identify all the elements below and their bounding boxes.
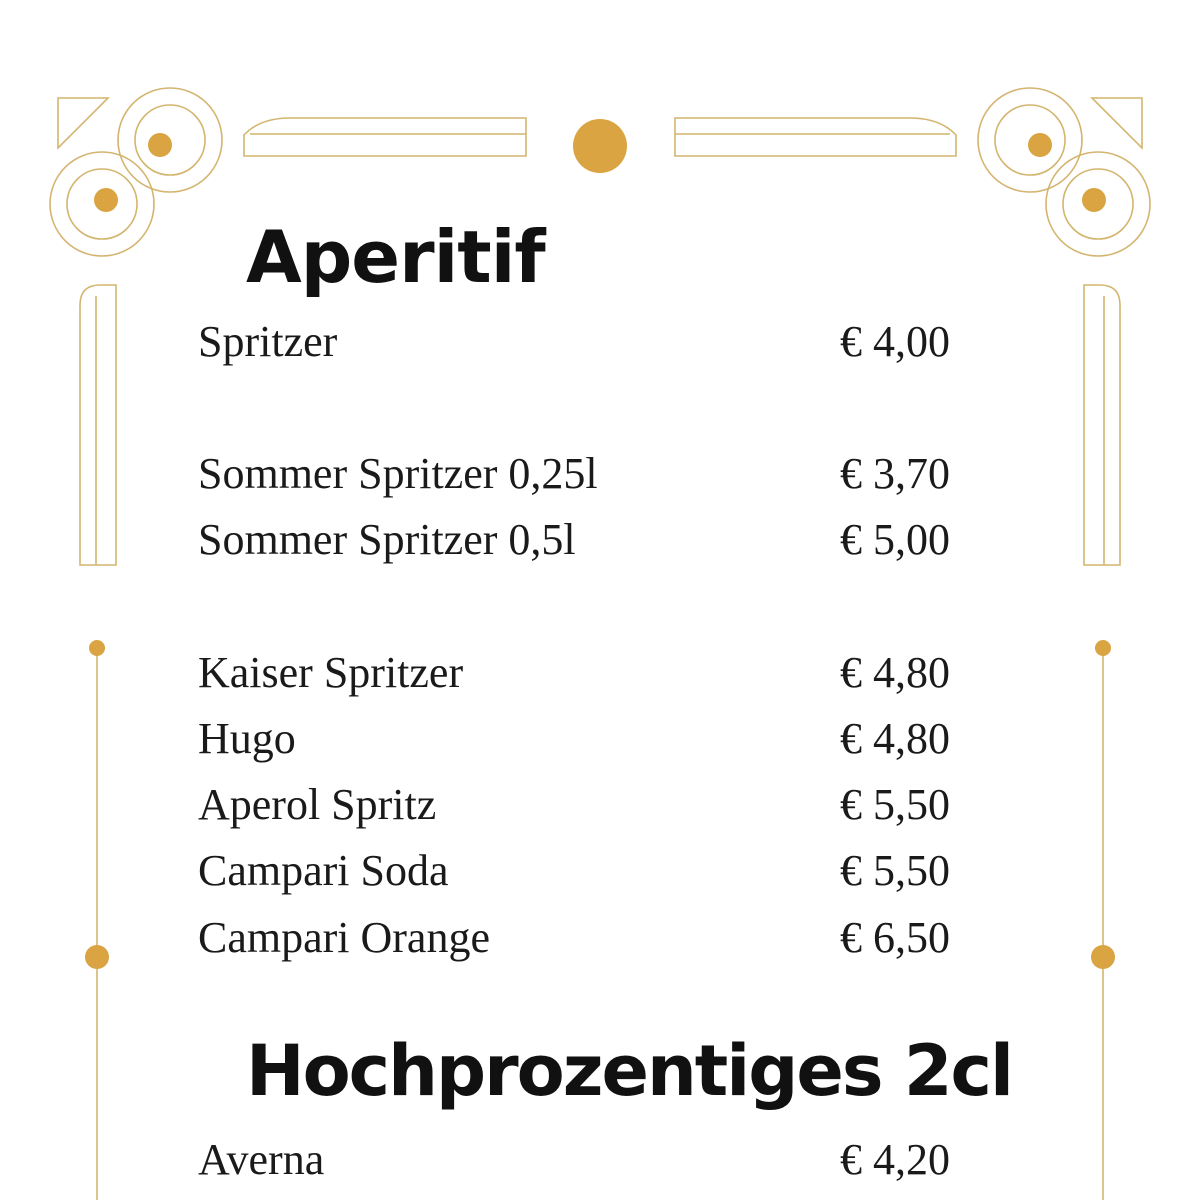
menu-item bbox=[198, 777, 978, 833]
item-price: € 3,70 bbox=[840, 449, 950, 498]
item-name: Spritzer bbox=[198, 317, 338, 366]
left-line-dot-mid bbox=[85, 945, 109, 969]
left-top-bar bbox=[244, 118, 526, 156]
item-price: € 4,80 bbox=[840, 648, 950, 697]
menu-item bbox=[198, 1132, 978, 1188]
menu-item bbox=[198, 446, 978, 502]
item-name: Aperol Spritz bbox=[198, 780, 437, 829]
left-line-dot-top bbox=[89, 640, 105, 656]
item-name: Campari Orange bbox=[198, 913, 490, 962]
right-corner-ornament bbox=[978, 88, 1150, 565]
item-name: Sommer Spritzer 0,5l bbox=[198, 515, 576, 564]
right-scroll-dot-2 bbox=[1082, 188, 1106, 212]
left-scroll-dot-2 bbox=[94, 188, 118, 212]
right-top-bar bbox=[675, 118, 956, 156]
item-price: € 4,80 bbox=[840, 714, 950, 763]
menu-item bbox=[198, 512, 978, 568]
item-price: € 5,50 bbox=[840, 846, 950, 895]
left-scroll-dot-1 bbox=[148, 133, 172, 157]
right-line-dot-mid bbox=[1091, 945, 1115, 969]
center-gold-dot bbox=[573, 119, 627, 173]
right-line-dot-top bbox=[1095, 640, 1111, 656]
left-corner-ornament bbox=[50, 88, 222, 565]
section-title-hochprozentiges: Hochprozentiges 2cl bbox=[246, 1030, 1013, 1112]
item-price: € 4,20 bbox=[840, 1135, 950, 1184]
item-name: Campari Soda bbox=[198, 846, 449, 895]
item-price: € 5,00 bbox=[840, 515, 950, 564]
item-price: € 6,50 bbox=[840, 913, 950, 962]
item-name: Sommer Spritzer 0,25l bbox=[198, 449, 598, 498]
item-name: Kaiser Spritzer bbox=[198, 648, 464, 697]
menu-item bbox=[198, 711, 978, 767]
menu-item bbox=[198, 843, 978, 899]
item-name: Hugo bbox=[198, 714, 296, 763]
menu-item bbox=[198, 314, 978, 370]
section-title-aperitif: Aperitif bbox=[246, 215, 545, 299]
right-scroll-dot-1 bbox=[1028, 133, 1052, 157]
menu-item bbox=[198, 645, 978, 701]
item-name: Averna bbox=[198, 1135, 325, 1184]
item-price: € 4,00 bbox=[840, 317, 950, 366]
item-price: € 5,50 bbox=[840, 780, 950, 829]
menu-item bbox=[198, 910, 978, 966]
